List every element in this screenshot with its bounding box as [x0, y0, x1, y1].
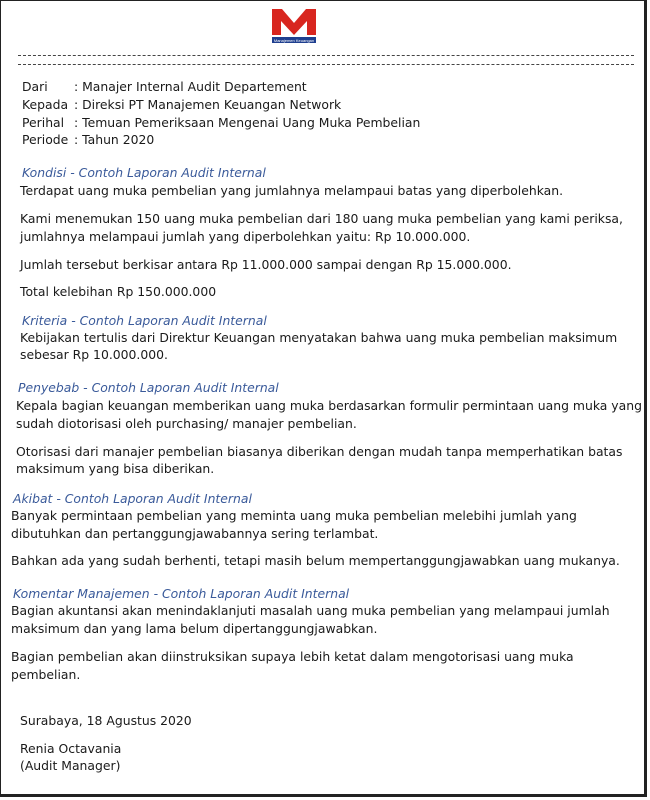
- kondisi-paragraph-2-line-1: Kami menemukan 150 uang muka pembelian dari 180 uang muka pembelian yang kami periksa,: [20, 211, 623, 226]
- header-divider: [18, 55, 634, 65]
- perihal-value: : Temuan Pemeriksaan Mengenai Uang Muka Pembelian: [74, 115, 421, 130]
- kepada-row: [22, 96, 341, 114]
- perihal-label: Perihal: [22, 115, 65, 130]
- komentar-paragraph-2-line-2: pembelian.: [11, 667, 81, 682]
- kondisi-paragraph-4: Total kelebihan Rp 150.000.000: [20, 284, 217, 299]
- komentar-heading: Komentar Manajemen - Contoh Laporan Audit Internal: [13, 586, 350, 601]
- akibat-heading: Akibat - Contoh Laporan Audit Internal: [13, 491, 252, 506]
- akibat-paragraph-1-line-2: dibutuhkan dan pertanggungjawabannya sering terlambat.: [11, 526, 379, 541]
- dari-row: [22, 78, 307, 96]
- akibat-paragraph-2: Bahkan ada yang sudah berhenti, tetapi masih belum mempertanggungjawabkan uang mukanya.: [11, 553, 620, 568]
- company-logo: [270, 7, 318, 45]
- kriteria-heading: Kriteria - Contoh Laporan Audit Internal: [22, 313, 267, 328]
- periode-row: [22, 131, 154, 149]
- kondisi-heading: Kondisi - Contoh Laporan Audit Internal: [22, 165, 266, 180]
- kriteria-paragraph-1-line-2: sebesar Rp 10.000.000.: [20, 347, 168, 362]
- kondisi-paragraph-3: Jumlah tersebut berkisar antara Rp 11.000.000 sampai dengan Rp 15.000.000.: [20, 257, 512, 272]
- akibat-paragraph-1-line-1: Banyak permintaan pembelian yang meminta uang muka pembelian melebihi jumlah yang: [11, 508, 577, 523]
- penyebab-paragraph-1-line-1: Kepala bagian keuangan memberikan uang muka berdasarkan formulir permintaan uang muka yang: [16, 398, 642, 413]
- dari-value: : Manajer Internal Audit Departement: [74, 79, 307, 94]
- kepada-value: : Direksi PT Manajemen Keuangan Network: [74, 97, 342, 112]
- kriteria-paragraph-1-line-1: Kebijakan tertulis dari Direktur Keuangan menyatakan bahwa uang muka pembelian maksimum: [20, 330, 618, 345]
- signer-title: (Audit Manager): [20, 758, 121, 773]
- periode-value: : Tahun 2020: [74, 132, 155, 147]
- penyebab-paragraph-1-line-2: sudah diotorisasi oleh purchasing/ manajer pembelian.: [16, 416, 357, 431]
- komentar-paragraph-1-line-1: Bagian akuntansi akan menindaklanjuti masalah uang muka pembelian yang melampaui jumlah: [11, 603, 610, 618]
- penyebab-paragraph-2-line-2: maksimum yang bisa diberikan.: [16, 461, 215, 476]
- perihal-row: [22, 114, 420, 132]
- periode-label: Periode: [22, 132, 69, 147]
- place-date: Surabaya, 18 Agustus 2020: [20, 713, 192, 728]
- kondisi-paragraph-2-line-2: jumlahnya melampaui jumlah yang diperbolehkan yaitu: Rp 10.000.000.: [20, 229, 471, 244]
- kondisi-paragraph-1: Terdapat uang muka pembelian yang jumlahnya melampaui batas yang diperbolehkan.: [20, 183, 564, 198]
- signer-name: Renia Octavania: [20, 741, 122, 756]
- penyebab-heading: Penyebab - Contoh Laporan Audit Internal: [18, 380, 279, 395]
- logo-caption: Manajemen Keuangan: [273, 38, 315, 43]
- komentar-paragraph-1-line-2: maksimum dan yang lama belum dipertanggungjawabkan.: [11, 621, 378, 636]
- penyebab-paragraph-2-line-1: Otorisasi dari manajer pembelian biasanya diberikan dengan mudah tanpa memperhatikan batas: [16, 444, 623, 459]
- dari-label: Dari: [22, 79, 48, 94]
- komentar-paragraph-2-line-1: Bagian pembelian akan diinstruksikan supaya lebih ketat dalam mengotorisasi uang muka: [11, 649, 574, 664]
- kepada-label: Kepada: [22, 97, 69, 112]
